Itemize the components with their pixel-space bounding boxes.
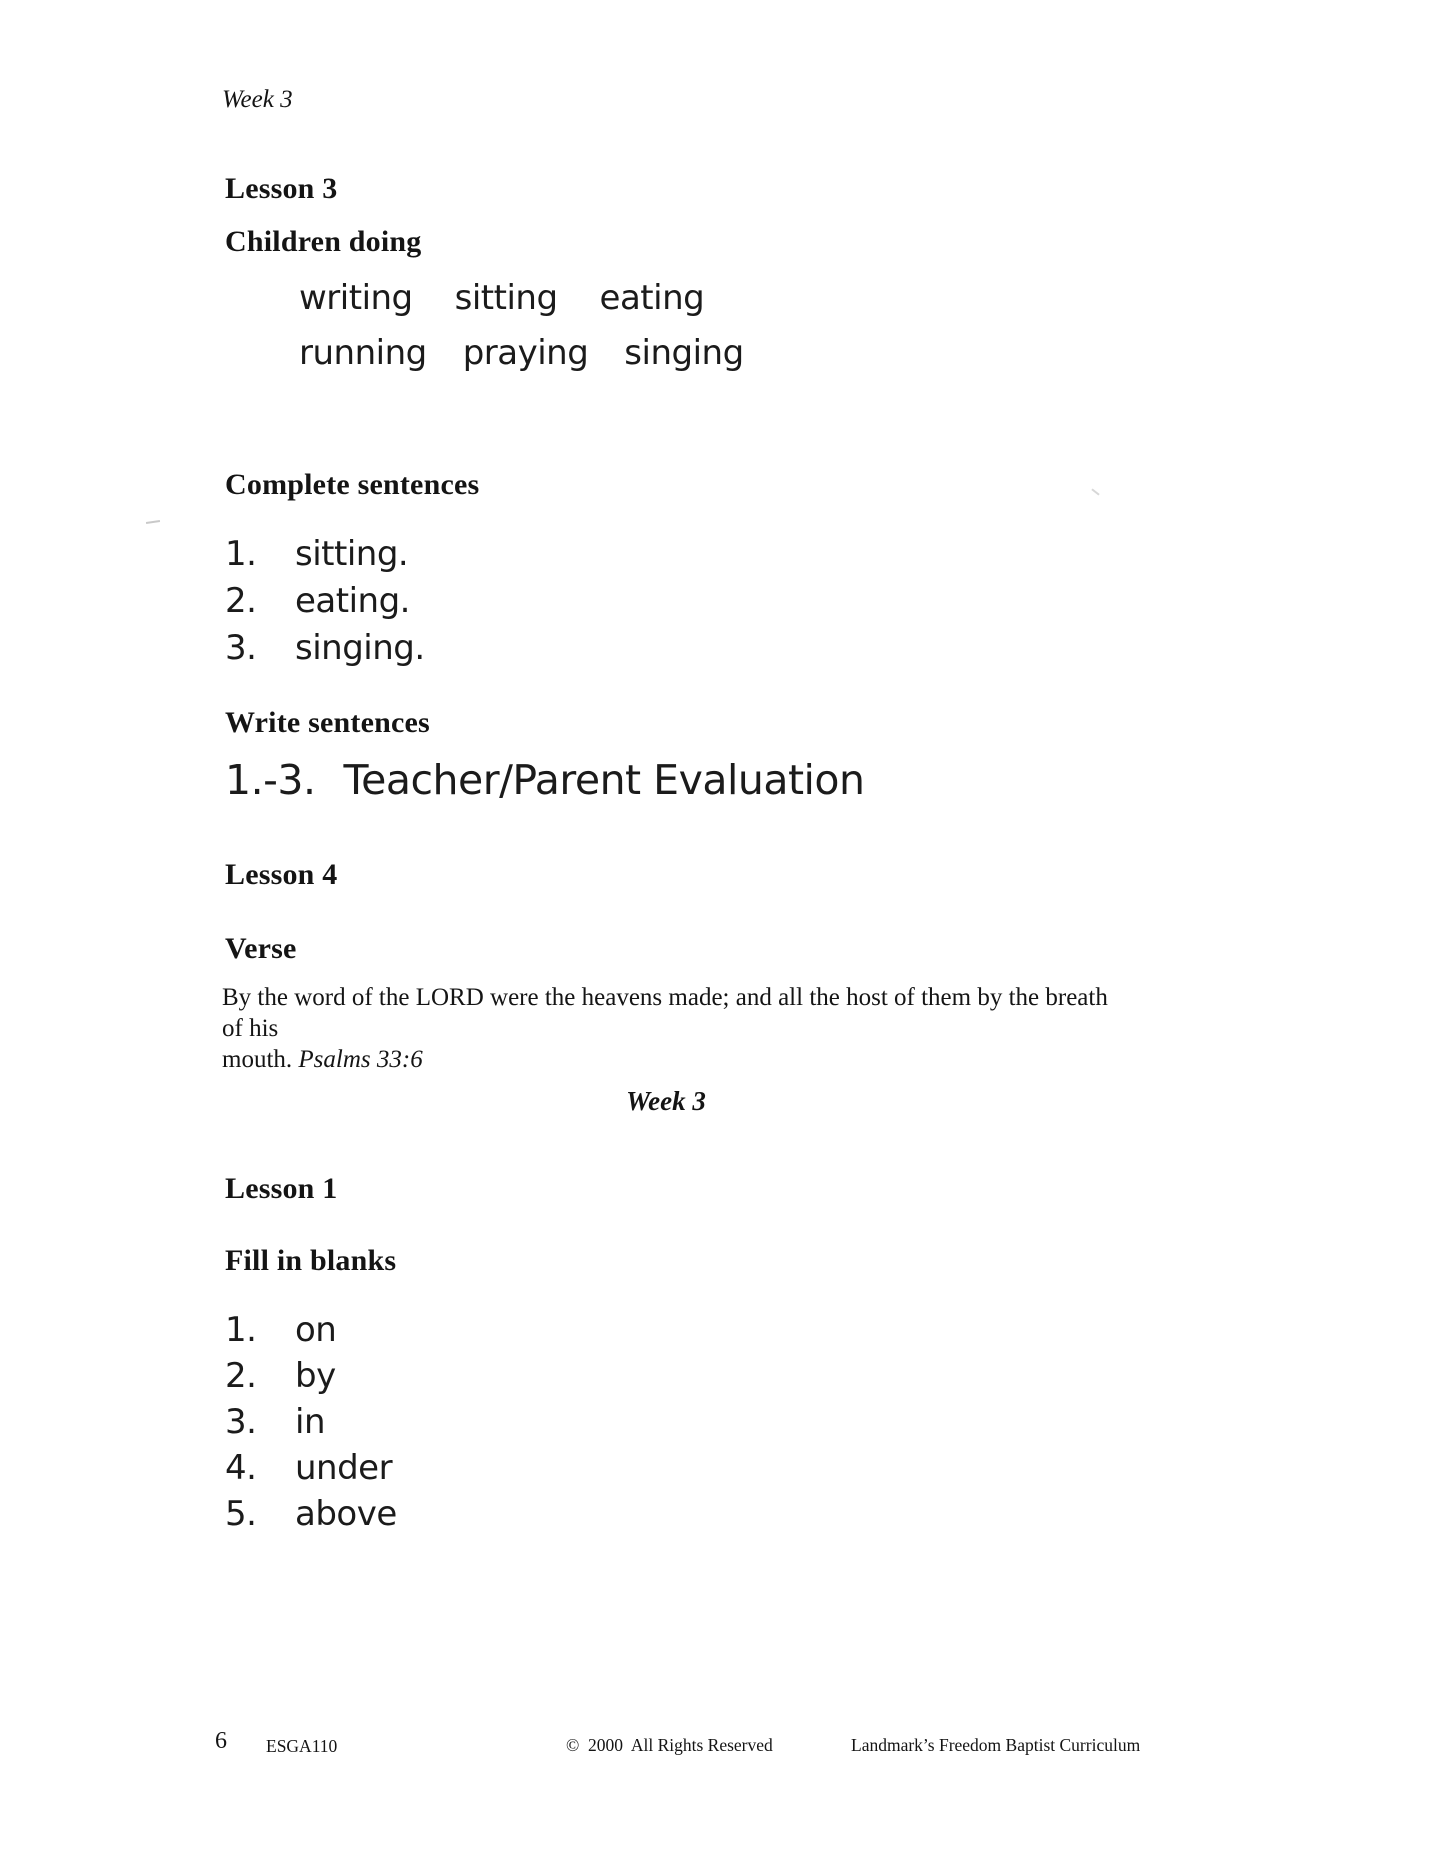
complete-sentences-list xyxy=(225,534,425,675)
item-number: 4. xyxy=(225,1448,257,1488)
item-number: 3. xyxy=(225,1402,257,1442)
item-answer: sitting. xyxy=(295,534,409,574)
children-doing-word-row-2 xyxy=(299,333,744,373)
verse-line-2 xyxy=(222,1044,1132,1075)
children-doing-word-row-1 xyxy=(299,278,704,318)
footer-page-number: 6 xyxy=(215,1728,227,1754)
item-answer: on xyxy=(295,1310,337,1350)
children-doing-heading: Children doing xyxy=(225,225,422,258)
list-item xyxy=(225,628,425,675)
list-item xyxy=(225,581,425,628)
stray-pencil-mark xyxy=(146,520,160,524)
item-answer: singing. xyxy=(295,628,425,668)
week3-section-title: Week 3 xyxy=(626,1086,706,1116)
lesson4-title: Lesson 4 xyxy=(225,858,338,891)
list-item xyxy=(225,1448,397,1494)
page-week-label: Week 3 xyxy=(222,86,293,113)
verse-line-2-text: mouth. xyxy=(222,1046,293,1073)
word-answer: praying xyxy=(462,333,589,373)
footer-publisher: Landmark’s Freedom Baptist Curriculum xyxy=(851,1735,1141,1755)
verse-paragraph xyxy=(222,982,1132,1075)
word-answer: eating xyxy=(599,278,705,318)
footer-copyright: © 2000 All Rights Reserved xyxy=(566,1735,773,1755)
verse-reference: Psalms 33:6 xyxy=(298,1046,423,1073)
word-answer: writing xyxy=(299,278,413,318)
list-item xyxy=(225,1402,397,1448)
verse-heading: Verse xyxy=(225,932,297,965)
evaluation-answer: Teacher/Parent Evaluation xyxy=(343,756,865,804)
list-item xyxy=(225,1356,397,1402)
item-answer: above xyxy=(295,1494,397,1534)
item-answer: eating. xyxy=(295,581,410,621)
footer-course-code: ESGA110 xyxy=(266,1736,338,1756)
fill-in-blanks-list xyxy=(225,1310,397,1540)
item-number-range: 1.-3. xyxy=(225,756,316,804)
item-number: 1. xyxy=(225,1310,257,1350)
item-answer: by xyxy=(295,1356,336,1396)
item-number: 1. xyxy=(225,534,257,574)
lesson3-title: Lesson 3 xyxy=(225,172,338,205)
word-answer: running xyxy=(299,333,427,373)
item-number: 5. xyxy=(225,1494,257,1534)
word-answer: sitting xyxy=(454,278,558,318)
list-item xyxy=(225,1494,397,1540)
item-number: 3. xyxy=(225,628,257,668)
list-item xyxy=(225,1310,397,1356)
write-sentences-answer xyxy=(225,756,865,804)
item-number: 2. xyxy=(225,1356,257,1396)
write-sentences-heading: Write sentences xyxy=(225,706,430,739)
stray-pencil-mark xyxy=(1091,488,1099,495)
word-answer: singing xyxy=(624,333,744,373)
item-number: 2. xyxy=(225,581,257,621)
verse-line-1: By the word of the LORD were the heavens made; and all the host of them by the breath of his xyxy=(222,984,1108,1042)
complete-sentences-heading: Complete sentences xyxy=(225,468,480,501)
list-item xyxy=(225,534,425,581)
lesson1-title: Lesson 1 xyxy=(225,1172,338,1205)
item-answer: in xyxy=(295,1402,325,1442)
item-answer: under xyxy=(295,1448,393,1488)
fill-in-blanks-heading: Fill in blanks xyxy=(225,1244,397,1277)
